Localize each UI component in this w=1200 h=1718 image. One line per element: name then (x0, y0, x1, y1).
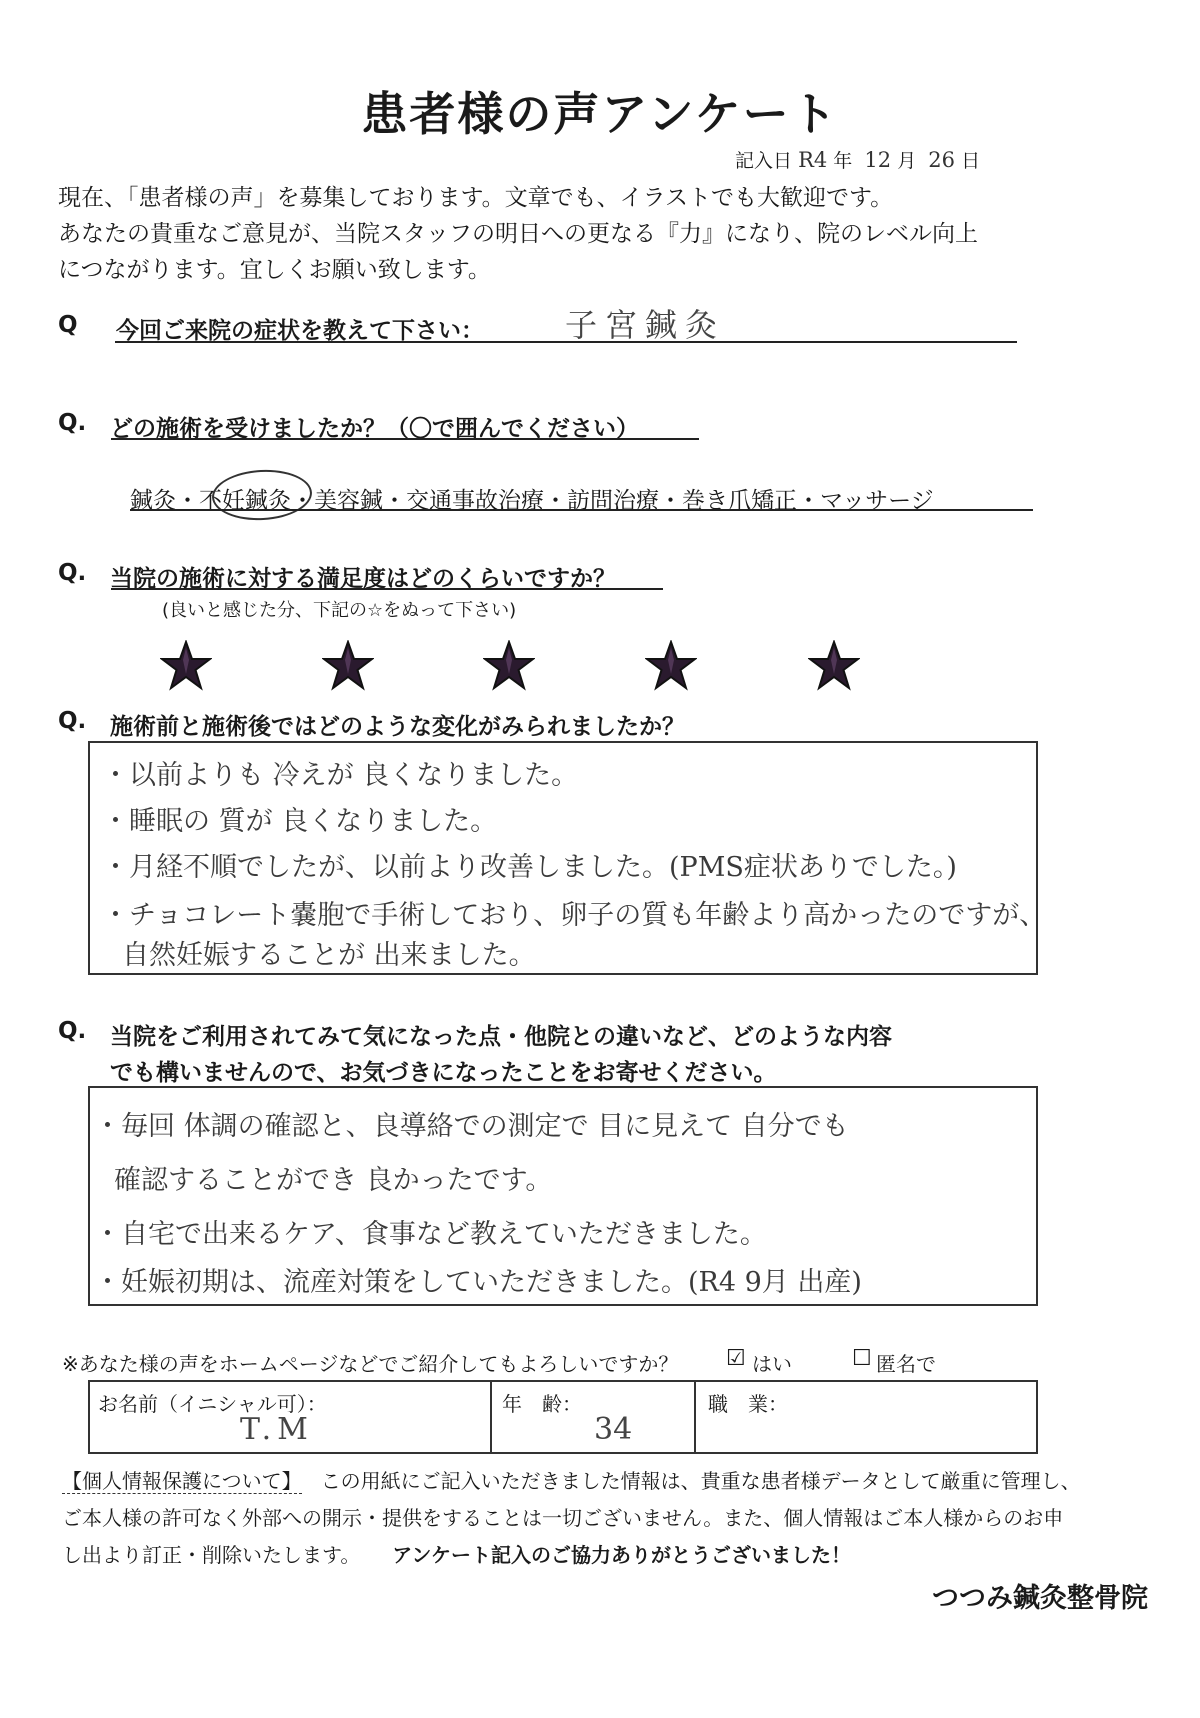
question-5 (58, 1018, 892, 1050)
entry-date (735, 146, 980, 173)
age-cell (490, 1382, 696, 1452)
age-value: 34 (594, 1412, 633, 1447)
answer-line: ・チョコレート嚢胞で手術しており、卵子の質も年齢より高かったのですが、 (102, 900, 1047, 931)
consent-anon-label: 匿名で (876, 1352, 936, 1376)
date-label: 記入日 (735, 150, 793, 172)
answer-line: ・自宅で出来るケア、食事など教えていただきました。 (94, 1219, 767, 1250)
question-mark: Q (58, 312, 78, 338)
answer-line: ・睡眠の 質が 良くなりました。 (102, 806, 498, 837)
rating-star-icon[interactable] (645, 640, 697, 692)
question-4 (58, 708, 685, 740)
name-cell (90, 1382, 492, 1452)
question-mark: Q. (58, 410, 87, 436)
answer-box-impressions (88, 1086, 1038, 1306)
checkbox-yes-checked[interactable]: ☑ (726, 1346, 746, 1371)
privacy-line: ご本人様の許可なく外部への開示・提供をすることは一切ございません。また、個人情報はご本人様からのお申 (62, 1506, 1064, 1530)
intro-line: 現在、「患者様の声」を募集しております。文章でも、イラストでも大歓迎です。 (58, 185, 894, 211)
answer-line: ・月経不順でしたが、以前より改善しました。(PMS症状ありでした。) (102, 852, 957, 883)
answer-line: ・以前よりも 冷えが 良くなりました。 (102, 760, 579, 791)
rating-star-icon[interactable] (160, 640, 212, 692)
rating-star-icon[interactable] (322, 640, 374, 692)
intro-text (58, 180, 1148, 288)
privacy-notice (62, 1463, 1142, 1574)
rating-star-icon[interactable] (808, 640, 860, 692)
date-month-suffix: 月 (897, 150, 917, 172)
question-1-text: 今回ご来院の症状を教えて下さい： (116, 318, 484, 344)
page-title: 患者様の声アンケート (361, 87, 839, 141)
date-day: 26 (928, 148, 956, 172)
age-label: 年 齢： (502, 1392, 582, 1416)
job-label: 職 業： (708, 1392, 788, 1416)
consent-row (62, 1346, 936, 1377)
question-3 (58, 560, 616, 592)
consent-yes-label: はい (752, 1352, 792, 1376)
rating-star-icon[interactable] (483, 640, 535, 692)
question-2 (58, 410, 639, 442)
question-3-subtext: (良いと感じた分、下記の☆をぬって下さい) (162, 600, 517, 621)
answer-line: ・毎回 体調の確認と、良導絡での測定で 目に見えて 自分でも (94, 1111, 849, 1142)
question-3-text: 当院の施術に対する満足度はどのくらいですか？ (110, 566, 616, 592)
intro-line: あなたの貴重なご意見が、当院スタッフの明日への更なる『力』になり、院のレベル向上 (58, 221, 978, 247)
treatment-options: 鍼灸・不妊鍼灸・美容鍼・交通事故治療・訪問治療・巻き爪矯正・マッサージ (130, 488, 934, 514)
clinic-name: つつみ鍼灸整骨院 (932, 1583, 1148, 1614)
privacy-heading: 【個人情報保護について】 (62, 1469, 302, 1493)
thanks-message: アンケート記入のご協力ありがとうございました！ (392, 1543, 852, 1567)
question-5-text-line1: 当院をご利用されてみて気になった点・他院との違いなど、どのような内容 (110, 1024, 892, 1050)
answer-line: ・妊娠初期は、流産対策をしていただきました。(R4 9月 出産) (94, 1267, 862, 1298)
date-era-year: R4 (798, 148, 828, 172)
options-underline (130, 509, 1033, 511)
question-mark: Q. (58, 708, 87, 734)
question-underline (111, 438, 699, 440)
answer-line: 確認することができ 良かったです。 (114, 1165, 553, 1196)
question-mark: Q. (58, 1018, 87, 1044)
privacy-line: し出より訂正・削除いたします。 (62, 1543, 361, 1567)
date-year-suffix: 年 (833, 150, 853, 172)
question-mark: Q. (58, 560, 87, 586)
question-5-text-line2: でも構いませんので、お気づきになったことをお寄せください。 (110, 1060, 777, 1086)
privacy-line: この用紙にご記入いただきました情報は、貴重な患者様データとして厳重に管理し、 (320, 1469, 1081, 1493)
answer-underline (115, 341, 1017, 343)
question-2-text: どの施術を受けましたか？（〇で囲んでください） (110, 416, 639, 442)
intro-line: につながります。宜しくお願い致します。 (58, 257, 491, 283)
question-1 (58, 312, 484, 344)
info-table (88, 1380, 1038, 1454)
question-4-text: 施術前と施術後ではどのような変化がみられましたか？ (110, 714, 685, 740)
date-day-suffix: 日 (961, 150, 981, 172)
checkbox-anonymous[interactable]: ☐ (852, 1346, 872, 1371)
answer-line: 自然妊娠することが 出来ました。 (122, 940, 536, 971)
date-month: 12 (864, 148, 892, 172)
question-underline (111, 588, 663, 590)
answer-box-changes (88, 741, 1047, 975)
question-1-answer: 子宮鍼灸 (565, 306, 726, 344)
job-cell (696, 1382, 1034, 1452)
consent-question: ※あなた様の声をホームページなどでご紹介してもよろしいですか？ (62, 1352, 679, 1376)
name-label: お名前（イニシャル可）： (98, 1392, 327, 1416)
name-value: T.M (240, 1412, 314, 1447)
